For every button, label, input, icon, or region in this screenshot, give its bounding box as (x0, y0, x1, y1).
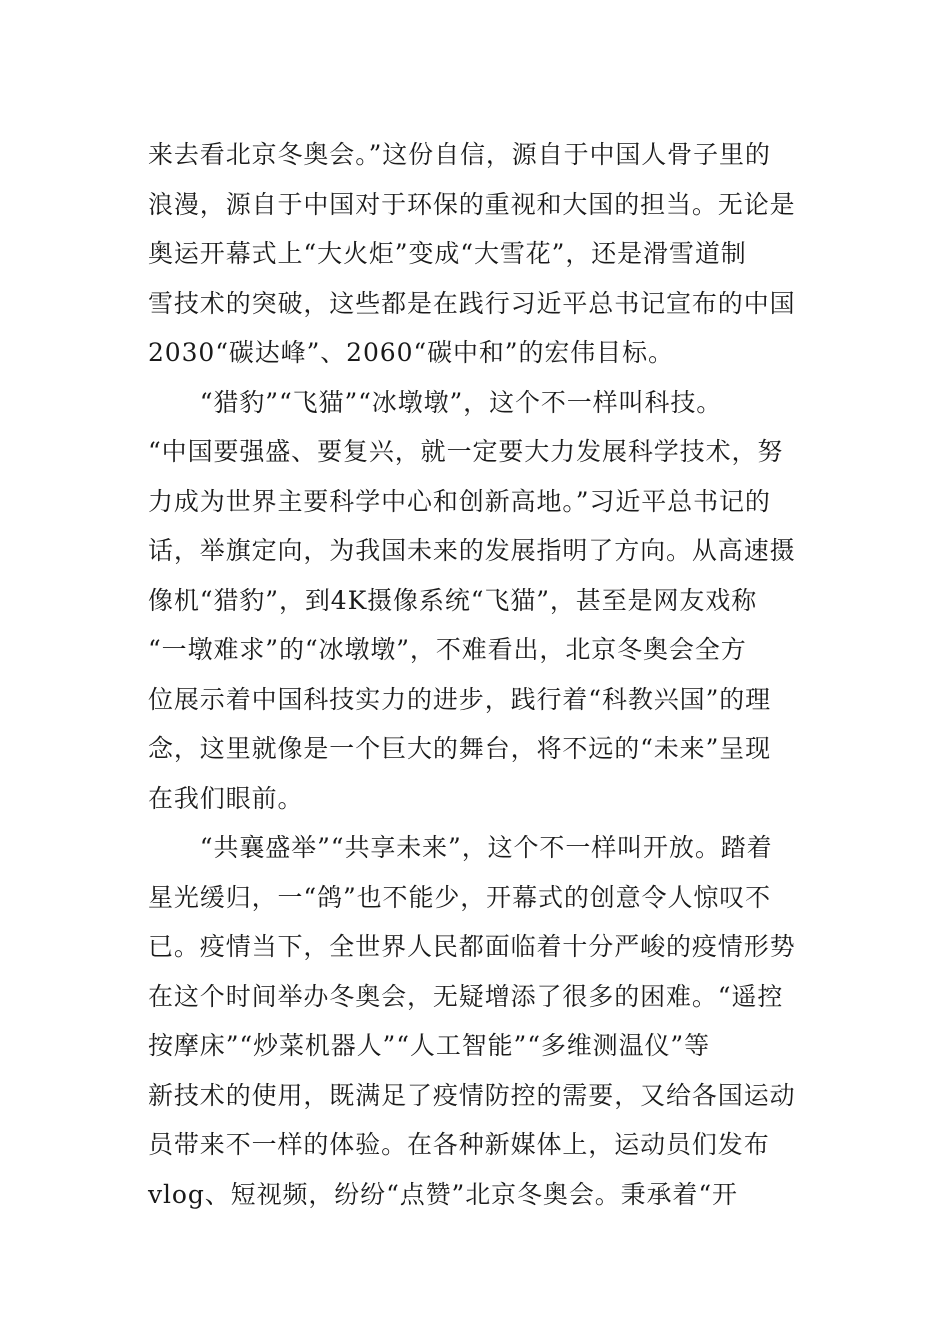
text-line: 奥运开幕式上“大火炬”变成“大雪花”，还是滑雪道制 (148, 239, 747, 268)
body-text (148, 130, 808, 1219)
paragraph-start-line: “猎豹”“飞猫”“冰墩墩”，这个不一样叫科技。 (148, 387, 723, 417)
text-line: 浪漫，源自于中国对于环保的重视和大国的担当。无论是 (148, 189, 796, 219)
text-line: 在我们眼前。 (148, 783, 304, 813)
text-line: 员带来不一样的体验。在各种新媒体上，运动员们发布 (148, 1130, 770, 1159)
text-line: 像机“猎豹”，到4K摄像系统“飞猫”，甚至是网友戏称 (148, 585, 758, 615)
text-line: 话，举旗定向，为我国未来的发展指明了方向。从高速摄 (148, 536, 796, 565)
text-line: 念，这里就像是一个巨大的舞台，将不远的“未来”呈现 (148, 734, 772, 763)
text-line: 在这个时间举办冬奥会，无疑增添了很多的困难。“遥控 (148, 981, 784, 1011)
paragraph-start-line: “共襄盛举”“共享未来”，这个不一样叫开放。踏着 (148, 833, 773, 862)
text-line: 雪技术的突破，这些都是在践行习近平总书记宣布的中国 (148, 288, 796, 318)
text-line: vlog、短视频，纷纷“点赞”北京冬奥会。秉承着“开 (148, 1179, 738, 1209)
text-line: “一墩难求”的“冰墩墩”，不难看出，北京冬奥会全方 (148, 635, 747, 664)
text-line: “中国要强盛、要复兴，就一定要大力发展科学技术，努 (148, 437, 784, 466)
text-line: 星光缓归，一“鸽”也不能少，开幕式的创意令人惊叹不 (148, 882, 772, 912)
text-line: 新技术的使用，既满足了疫情防控的需要，又给各国运动 (148, 1080, 796, 1110)
text-line: 位展示着中国科技实力的进步，践行着“科教兴国”的理 (148, 684, 772, 714)
text-line: 2030“碳达峰”、2060“碳中和”的宏伟目标。 (148, 338, 674, 367)
text-line: 来去看北京冬奥会。”这份自信，源自于中国人骨子里的 (148, 140, 771, 169)
text-line: 按摩床”“炒菜机器人”“人工智能”“多维测温仪”等 (148, 1031, 710, 1060)
text-line: 已。疫情当下，全世界人民都面临着十分严峻的疫情形势 (148, 932, 796, 961)
text-line: 力成为世界主要科学中心和创新高地。”习近平总书记的 (148, 486, 771, 516)
